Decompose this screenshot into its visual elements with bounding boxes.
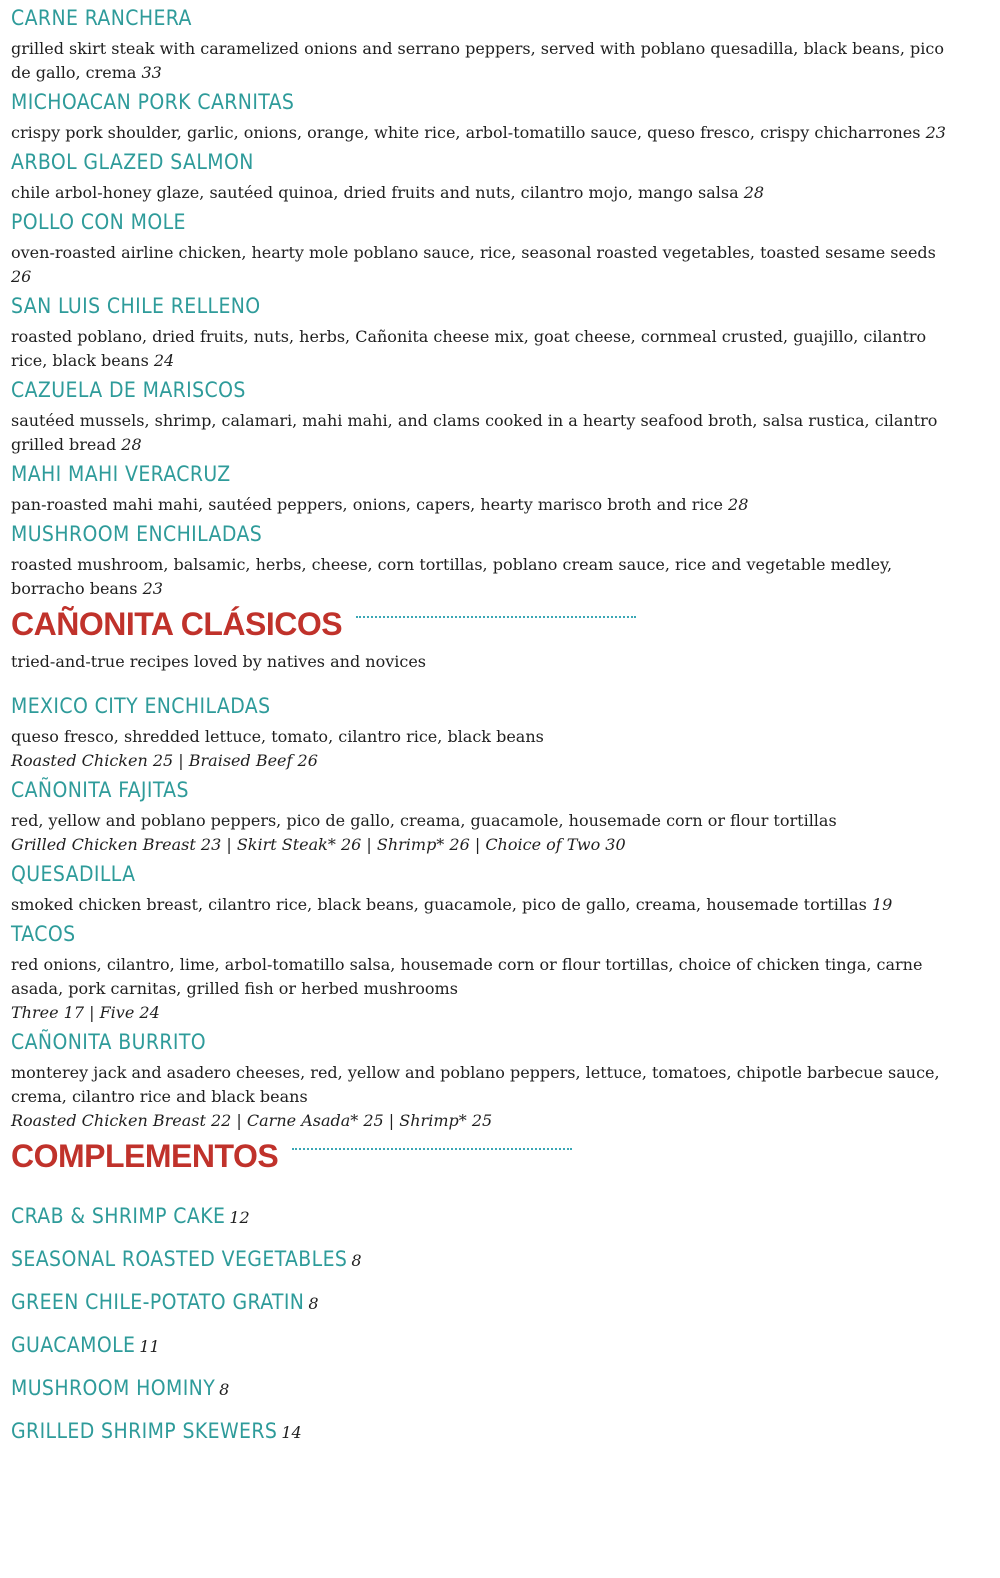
item-title: MICHOACAN PORK CARNITAS xyxy=(11,90,295,114)
menu-item xyxy=(11,208,971,289)
item-price: 12 xyxy=(229,1208,250,1227)
item-price: 28 xyxy=(728,495,749,514)
side-item xyxy=(11,1417,971,1445)
item-title: GUACAMOLE xyxy=(11,1333,136,1357)
item-price: 28 xyxy=(121,435,142,454)
item-title: QUESADILLA xyxy=(11,862,136,886)
item-title: CAÑONITA FAJITAS xyxy=(11,778,189,802)
section-title: CAÑONITA CLÁSICOS xyxy=(11,606,343,642)
item-options: Three 17 | Five 24 xyxy=(11,1003,160,1022)
side-item xyxy=(11,1245,971,1273)
item-description: queso fresco, shredded lettuce, tomato, cilantro rice, black beans xyxy=(11,727,544,746)
item-price: 23 xyxy=(925,123,946,142)
section-title: COMPLEMENTOS xyxy=(11,1138,279,1174)
menu-item xyxy=(11,860,971,917)
item-options: Roasted Chicken Breast 22 | Carne Asada* 25 | Shrimp* 25 xyxy=(11,1111,493,1130)
menu-item xyxy=(11,520,971,601)
item-price: 26 xyxy=(11,267,32,286)
item-title: CARNE RANCHERA xyxy=(11,6,192,30)
item-description: sautéed mussels, shrimp, calamari, mahi mahi, and clams cooked in a hearty seafood broth, salsa rustica, cilantro grilled bread 28 xyxy=(11,411,938,454)
item-description: chile arbol-honey glaze, sautéed quinoa, dried fruits and nuts, cilantro mojo, mango salsa 28 xyxy=(11,183,765,202)
clasicos-section xyxy=(11,604,971,1133)
item-description: red, yellow and poblano peppers, pico de gallo, creama, guacamole, housemade corn or flour tortillas xyxy=(11,811,837,830)
item-description: red onions, cilantro, lime, arbol-tomatillo salsa, housemade corn or flour tortillas, choice of chicken tinga, carne asada, pork carnitas, grilled fish or herbed mushrooms xyxy=(11,955,923,998)
side-item xyxy=(11,1331,971,1359)
item-title: POLLO CON MOLE xyxy=(11,210,186,234)
item-title: TACOS xyxy=(11,922,76,946)
item-price: 8 xyxy=(308,1294,319,1313)
item-title: MUSHROOM ENCHILADAS xyxy=(11,522,263,546)
item-title: CRAB & SHRIMP CAKE xyxy=(11,1204,226,1228)
item-description: grilled skirt steak with caramelized onions and serrano peppers, served with poblano quesadilla, black beans, pico de gallo, crema 33 xyxy=(11,39,944,82)
menu-item xyxy=(11,1028,971,1133)
item-price: 19 xyxy=(871,895,893,914)
item-title: GRILLED SHRIMP SKEWERS xyxy=(11,1419,278,1443)
item-description: roasted mushroom, balsamic, herbs, cheese, corn tortillas, poblano cream sauce, rice and vegetable medley, borracho beans 23 xyxy=(11,555,893,598)
side-item xyxy=(11,1288,971,1316)
item-title: CAÑONITA BURRITO xyxy=(11,1030,207,1054)
item-price: 8 xyxy=(219,1380,230,1399)
item-price: 24 xyxy=(153,351,175,370)
dotted-divider xyxy=(292,1148,572,1150)
menu-item xyxy=(11,920,971,1025)
item-title: SEASONAL ROASTED VEGETABLES xyxy=(11,1247,348,1271)
item-price: 11 xyxy=(139,1337,160,1356)
section-header xyxy=(11,1136,971,1176)
menu-item xyxy=(11,776,971,857)
menu-page xyxy=(11,4,971,1460)
menu-item xyxy=(11,292,971,373)
item-title: MAHI MAHI VERACRUZ xyxy=(11,462,231,486)
side-item xyxy=(11,1202,971,1230)
item-price: 14 xyxy=(281,1423,302,1442)
item-price: 8 xyxy=(351,1251,362,1270)
menu-item xyxy=(11,4,971,85)
item-price: 28 xyxy=(743,183,765,202)
entrees-list xyxy=(11,4,971,601)
item-title: GREEN CHILE-POTATO GRATIN xyxy=(11,1290,305,1314)
item-description: oven-roasted airline chicken, hearty mole poblano sauce, rice, seasonal roasted vegetables, toasted sesame seeds 26 xyxy=(11,243,936,286)
item-title: MEXICO CITY ENCHILADAS xyxy=(11,694,271,718)
item-price: 33 xyxy=(141,63,162,82)
item-price: 23 xyxy=(142,579,163,598)
item-title: ARBOL GLAZED SALMON xyxy=(11,150,254,174)
item-description: smoked chicken breast, cilantro rice, black beans, guacamole, pico de gallo, creama, housemade tortillas 19 xyxy=(11,895,893,914)
item-description: roasted poblano, dried fruits, nuts, herbs, Cañonita cheese mix, goat cheese, cornmeal crusted, guajillo, cilantro rice, black beans 24 xyxy=(11,327,927,370)
item-description: crispy pork shoulder, garlic, onions, orange, white rice, arbol-tomatillo sauce, queso fresco, crispy chicharrones 23 xyxy=(11,123,946,142)
item-description: pan-roasted mahi mahi, sautéed peppers, onions, capers, hearty marisco broth and rice 28 xyxy=(11,495,749,514)
side-item xyxy=(11,1374,971,1402)
section-subtitle: tried-and-true recipes loved by natives and novices xyxy=(11,652,426,671)
menu-item xyxy=(11,148,971,205)
item-description: monterey jack and asadero cheeses, red, yellow and poblano peppers, lettuce, tomatoes, chipotle barbecue sauce, crema, cilantro rice and black beans xyxy=(11,1063,940,1106)
item-title: SAN LUIS CHILE RELLENO xyxy=(11,294,261,318)
menu-item xyxy=(11,692,971,773)
menu-item xyxy=(11,88,971,145)
menu-item xyxy=(11,460,971,517)
item-title: CAZUELA DE MARISCOS xyxy=(11,378,246,402)
item-options: Grilled Chicken Breast 23 | Skirt Steak* 26 | Shrimp* 26 | Choice of Two 30 xyxy=(11,835,626,854)
menu-item xyxy=(11,376,971,457)
item-title: MUSHROOM HOMINY xyxy=(11,1376,216,1400)
dotted-divider xyxy=(356,616,636,618)
section-header xyxy=(11,604,971,644)
item-options: Roasted Chicken 25 | Braised Beef 26 xyxy=(11,751,318,770)
complementos-section xyxy=(11,1136,971,1445)
